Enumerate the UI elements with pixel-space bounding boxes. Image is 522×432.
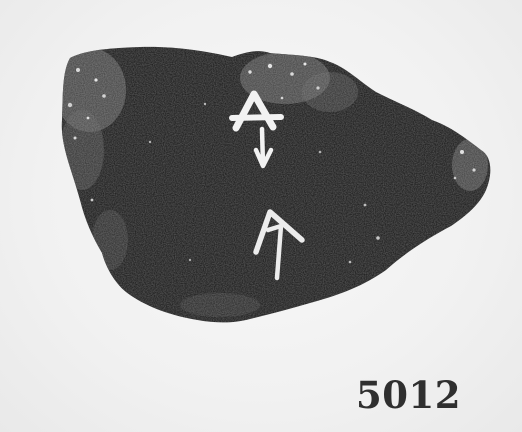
worn-edges <box>40 30 510 340</box>
catalog-number: 5012 <box>356 373 461 417</box>
